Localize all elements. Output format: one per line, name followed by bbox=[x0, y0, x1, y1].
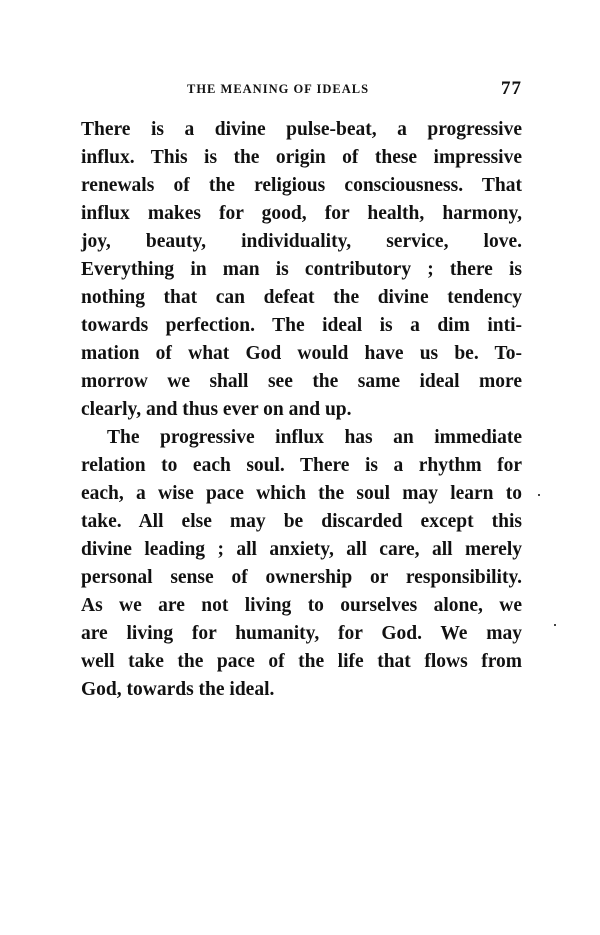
text-line: renewals of the religious consciousness. That bbox=[81, 175, 522, 196]
text-line: each, a wise pace which the soul may learn to bbox=[81, 483, 522, 504]
text-line: divine leading ; all anxiety, all care, all merely bbox=[81, 539, 522, 560]
paragraph-2 bbox=[81, 424, 522, 704]
paragraph-1 bbox=[81, 116, 522, 424]
text-line: As we are not living to ourselves alone, we bbox=[81, 595, 522, 616]
text-line: clearly, and thus ever on and up. bbox=[81, 399, 352, 420]
text-line: well take the pace of the life that flows from bbox=[81, 651, 522, 672]
text-line: are living for humanity, for God. We may bbox=[81, 623, 522, 644]
scan-speck bbox=[538, 494, 540, 496]
text-line: influx. This is the origin of these impressive bbox=[81, 147, 522, 168]
body-text bbox=[81, 116, 522, 704]
page-number: 77 bbox=[501, 78, 522, 99]
scan-speck bbox=[554, 624, 556, 626]
page-header bbox=[81, 80, 522, 102]
text-line: morrow we shall see the same ideal more bbox=[81, 371, 522, 392]
text-line: mation of what God would have us be. To- bbox=[81, 343, 522, 364]
text-line: There is a divine pulse-beat, a progressive bbox=[81, 119, 522, 140]
text-line: personal sense of ownership or responsibility. bbox=[81, 567, 522, 588]
text-line: The progressive influx has an immediate bbox=[107, 427, 522, 448]
text-line: towards perfection. The ideal is a dim inti- bbox=[81, 315, 522, 336]
text-line: nothing that can defeat the divine tendency bbox=[81, 287, 522, 308]
text-line: joy, beauty, individuality, service, love. bbox=[81, 231, 522, 252]
text-line: relation to each soul. There is a rhythm for bbox=[81, 455, 522, 476]
text-line: take. All else may be discarded except this bbox=[81, 511, 522, 532]
text-line: God, towards the ideal. bbox=[81, 679, 275, 700]
running-title: THE MEANING OF IDEALS bbox=[187, 82, 370, 96]
text-line: Everything in man is contributory ; there is bbox=[81, 259, 522, 280]
text-line: influx makes for good, for health, harmony, bbox=[81, 203, 522, 224]
